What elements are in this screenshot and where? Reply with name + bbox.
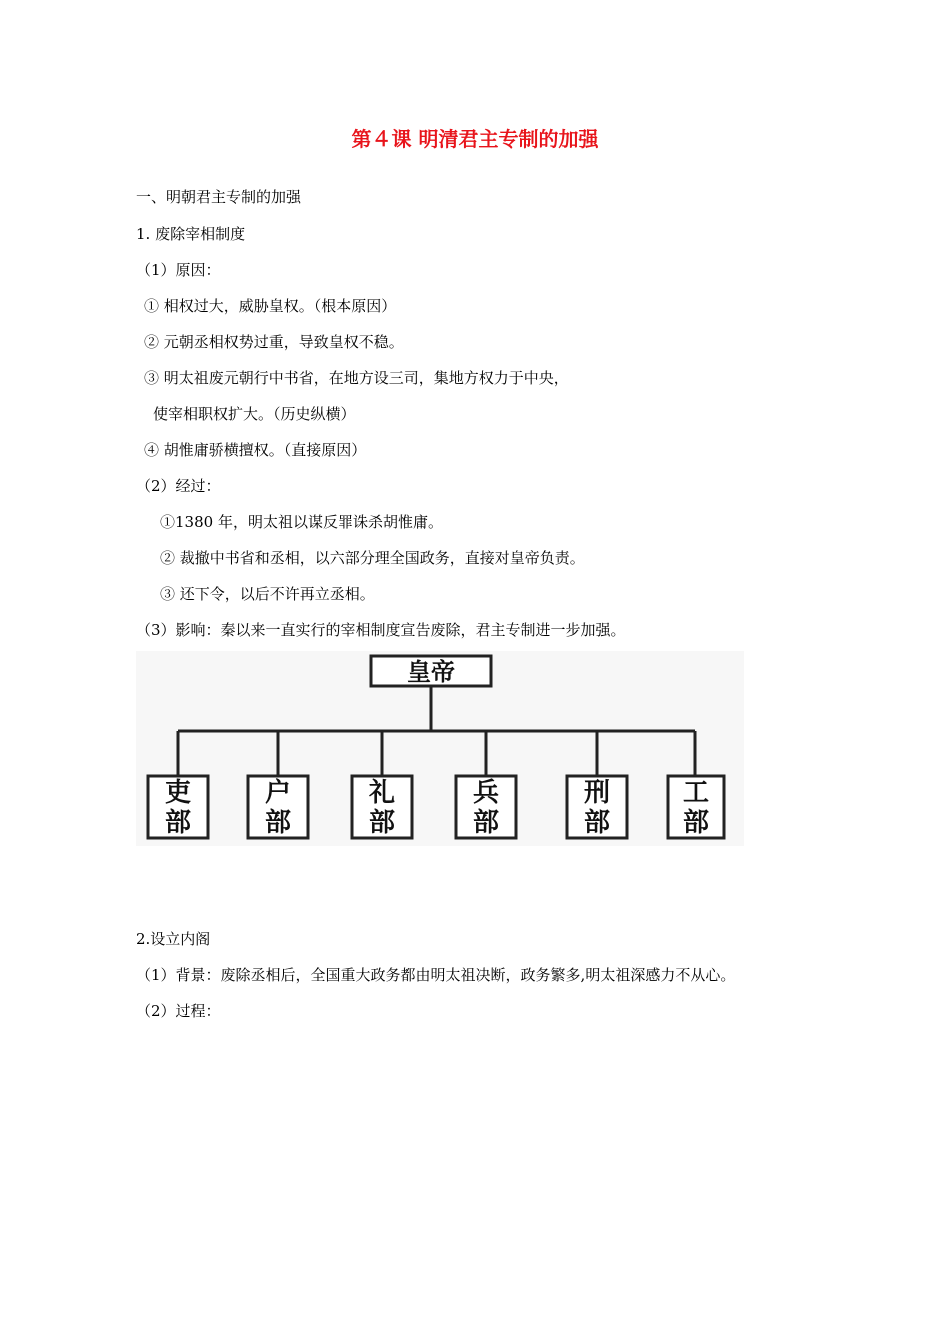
ministry-char: 刑 bbox=[583, 778, 611, 808]
background-text: （1）背景：废除丞相后，全国重大政务都由明太祖决断，政务繁多,明太祖深感力不从心。 bbox=[136, 966, 736, 984]
ministry-char: 兵 bbox=[472, 778, 500, 808]
process-item: ③ 还下令，以后不许再立丞相。 bbox=[160, 585, 375, 603]
ministry-char: 礼 bbox=[368, 778, 396, 808]
subsection-heading: 1. 废除宰相制度 bbox=[136, 225, 246, 243]
cause-item: ② 元朝丞相权势过重，导致皇权不稳。 bbox=[144, 333, 404, 351]
ministry-char: 吏 bbox=[164, 778, 192, 808]
ministry-char: 部 bbox=[368, 808, 396, 838]
process-item: ①1380 年，明太祖以谋反罪诛杀胡惟庸。 bbox=[160, 513, 443, 531]
cause-item: ④ 胡惟庸骄横擅权。（直接原因） bbox=[144, 441, 367, 459]
process-label: （2）过程： bbox=[136, 1002, 221, 1020]
six-ministries-diagram bbox=[136, 651, 744, 846]
ministry-char: 部 bbox=[583, 808, 611, 838]
page-title: 第４课 明清君主专制的加强 bbox=[351, 127, 599, 151]
cause-item: ③ 明太祖废元朝行中书省，在地方设三司，集地方权力于中央， bbox=[144, 369, 569, 387]
ministry-char: 工 bbox=[682, 778, 710, 808]
cause-item: ① 相权过大，威胁皇权。（根本原因） bbox=[144, 297, 397, 315]
ministry-char: 户 bbox=[264, 778, 292, 808]
impact-text: （3）影响：秦以来一直实行的宰相制度宣告废除，君主专制进一步加强。 bbox=[136, 621, 626, 639]
cause-label: （1）原因： bbox=[136, 261, 221, 279]
cause-item-continuation: 使宰相职权扩大。（历史纵横） bbox=[153, 405, 356, 423]
emperor-label: 皇帝 bbox=[407, 658, 455, 686]
section-heading: 一、明朝君主专制的加强 bbox=[136, 188, 302, 206]
process-item: ② 裁撤中书省和丞相，以六部分理全国政务，直接对皇帝负责。 bbox=[160, 549, 585, 567]
org-chart bbox=[136, 651, 744, 846]
ministry-char: 部 bbox=[164, 808, 192, 838]
ministry-char: 部 bbox=[264, 808, 292, 838]
ministry-char: 部 bbox=[682, 808, 710, 838]
ministry-char: 部 bbox=[472, 808, 500, 838]
process-label: （2）经过： bbox=[136, 477, 221, 495]
subsection-heading: 2.设立内阁 bbox=[136, 930, 211, 948]
